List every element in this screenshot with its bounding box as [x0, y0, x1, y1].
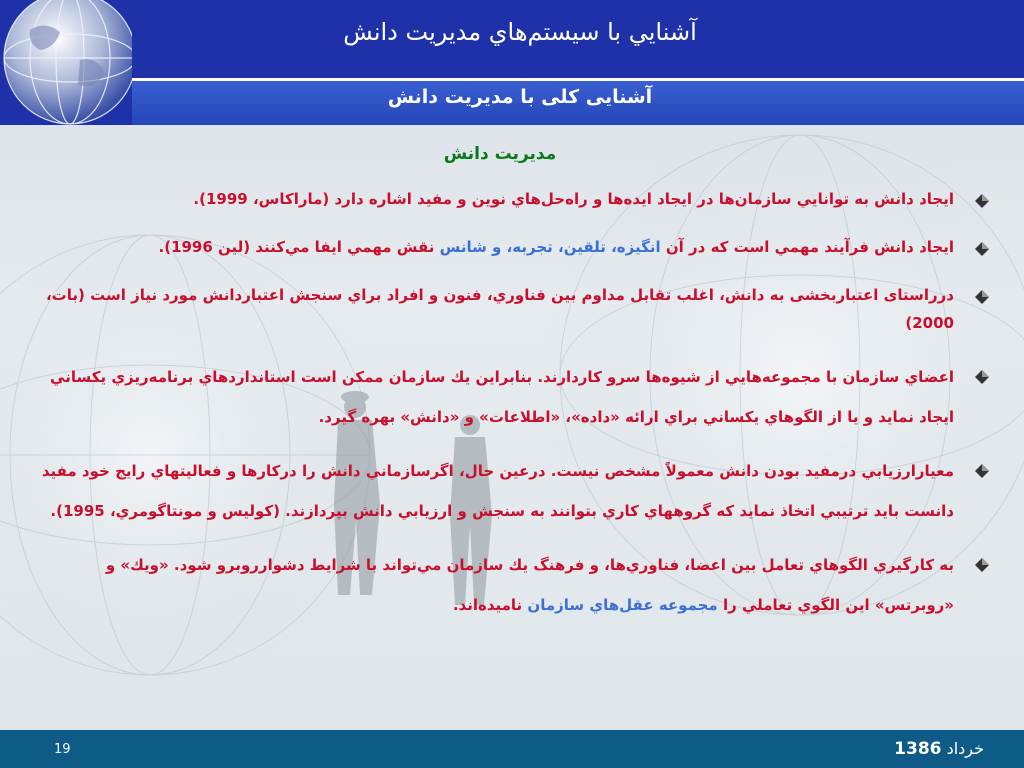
bullet-item: [30, 451, 998, 531]
globe-icon: [0, 0, 132, 125]
bullet-text: نقش مهمي ايفا مي‌كنند (لين 1996).: [158, 238, 440, 256]
footer-month: خرداد: [946, 739, 984, 758]
footer-date: [894, 739, 984, 759]
diamond-bullet-icon: [974, 289, 990, 305]
diamond-bullet-icon: [974, 241, 990, 257]
highlighted-text: مجموعه عقل‌هاي سازمان: [527, 596, 718, 614]
bullet-item: [30, 281, 998, 337]
bullet-item: [30, 233, 998, 261]
bullet-text: ايجاد دانش به توانايي سازمان‌ها در ايجاد ايده‌ها و راه‌حل‌هاي نوين و مفيد اشاره دارد (ماراكاس، 1999).: [193, 190, 954, 208]
slide-title: آشنايي با سيستم‌هاي مديريت دانش: [343, 18, 697, 46]
diamond-bullet-icon: [974, 463, 990, 479]
page-number: 19: [54, 742, 71, 757]
section-title: مديريت دانش: [443, 144, 557, 164]
bullet-text: اعضاي سازمان با مجموعه‌هايي از شيوه‌ها سرو كاردارند. بنابراين يك سازمان ممكن است استانداردهاي برنامه‌ريزي يكساني ايجاد نمايد و يا از الگوهاي يكساني براي ارائه «داده»، «اطلاعات» و «دانش» بهره گيرد.: [50, 368, 954, 426]
bullet-list: [30, 185, 998, 639]
bullet-item: [30, 185, 998, 213]
bullet-item: [30, 545, 998, 625]
bullet-text: به كارگيري الگوهاي تعامل بين اعضا، فناوري‌ها، و فرهنگ يك سازمان مي‌تواند با شرايط دشوارروبرو شود. «ويك» و «روبرتس» اين الگوي تعاملي را: [105, 556, 954, 614]
slide-subtitle: آشنایی کلی با مديريت دانش: [387, 86, 653, 108]
highlighted-text: انگيزه، تلقين، تجربه، و شانس: [439, 238, 661, 256]
diamond-bullet-icon: [974, 369, 990, 385]
bullet-text: ايجاد دانش فرآيند مهمي است كه در آن: [660, 238, 954, 256]
bullet-item: [30, 357, 998, 437]
diamond-bullet-icon: [974, 193, 990, 209]
footer-bar: [0, 730, 1024, 768]
diamond-bullet-icon: [974, 557, 990, 573]
bullet-text: درراستای اعتباربخشی به دانش، اغلب تقابل مداوم بين فناوري، فنون و افراد براي سنجش اعتباردانش مورد نياز است (بات، 2000): [45, 286, 954, 332]
bullet-text: معيارارزيابي درمفيد بودن دانش معمولاً مشخص نيست. درعين حال، اگرسازماني دانش را دركارها و فعاليتهاي رايج خود مفيد دانست بايد ترتيبي اتخاذ نمايد كه گروههاي كاري بتوانند به سنجش و ارزيابي دانش بپردازند. (كوليس و مونتاگومري، 1995).: [41, 462, 954, 520]
bullet-text: ناميده‌اند.: [452, 596, 528, 614]
footer-year: 1386: [894, 739, 942, 759]
